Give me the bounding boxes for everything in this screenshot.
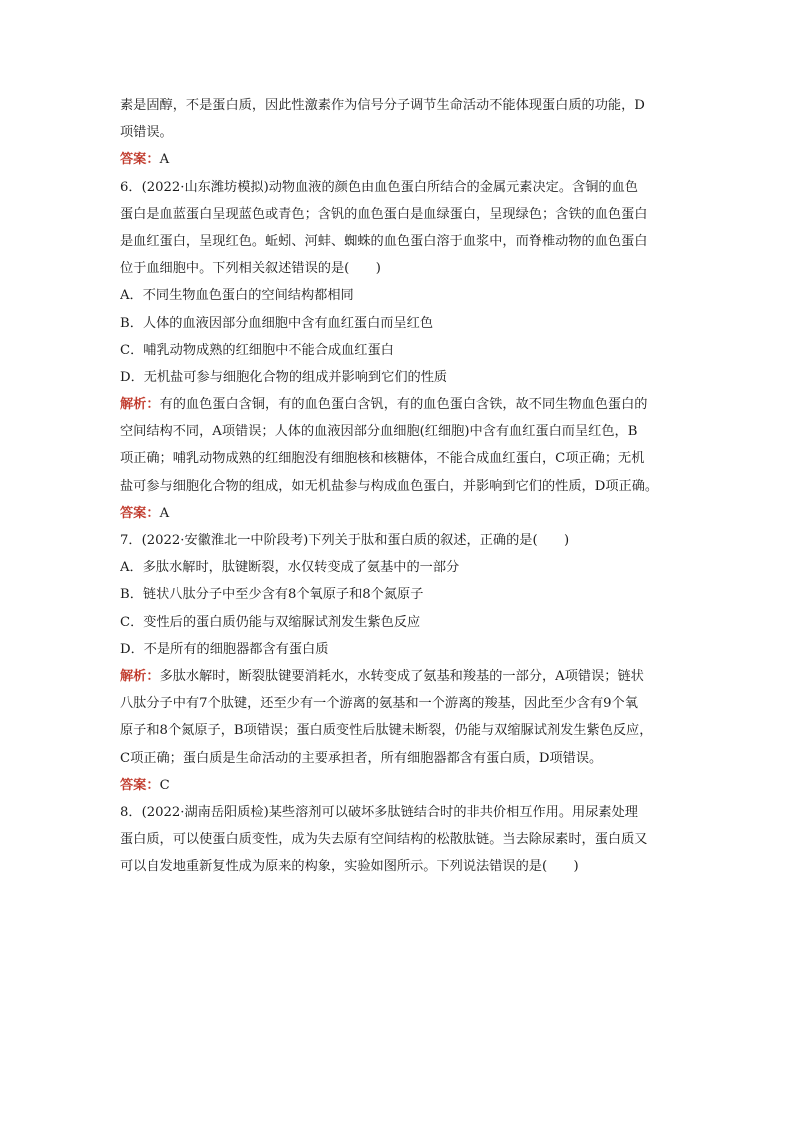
q7-option-b: B．链状八肽分子中至少含有8个氧原子和8个氮原子: [120, 587, 424, 603]
q6-option-d: D．无机盐可参与细胞化合物的组成并影响到它们的性质: [120, 369, 448, 385]
q7-answer: [120, 772, 680, 799]
analysis-label: 解析：: [120, 668, 160, 684]
q6-option-a: A．不同生物血色蛋白的空间结构都相同: [120, 288, 354, 304]
q6-answer: [120, 500, 680, 527]
q6-stem-line: 位于血细胞中。下列相关叙述错误的是( ): [120, 261, 381, 277]
q7-option-a: A．多肽水解时，肽键断裂，水仅转变成了氨基中的一部分: [120, 560, 460, 576]
q6-stem-line: 6．(2022·山东潍坊模拟)动物血液的颜色由血色蛋白所结合的金属元素决定。含铜的血色: [120, 179, 638, 195]
q7-analysis-line: 原子和8个氮原子，B项错误；蛋白质变性后肽键未断裂，仍能与双缩脲试剂发生紫色反应，: [120, 723, 653, 739]
analysis-text: 有的血色蛋白含铜，有的血色蛋白含钒，有的血色蛋白含铁，故不同生物血色蛋白的: [159, 397, 648, 413]
q6-option-c: C．哺乳动物成熟的红细胞中不能合成血红蛋白: [120, 342, 394, 358]
prev-answer: [120, 146, 680, 173]
prev-analysis-line: 项错误。: [120, 125, 173, 141]
q8-stem-line: 可以自发地重新复性成为原来的构象，实验如图所示。下列说法错误的是( ): [120, 859, 579, 875]
q6-stem-line: 是血红蛋白，呈现红色。蚯蚓、河蚌、蜘蛛的血色蛋白溶于血浆中，而脊椎动物的血色蛋白: [120, 233, 648, 249]
q6-analysis-line: [120, 391, 680, 418]
q7-analysis-line: 八肽分子中有7个肽键，还至少有一个游离的氨基和一个游离的羧基，因此至少含有9个氧: [120, 696, 638, 712]
answer-value: A: [159, 505, 170, 521]
q6-stem-line: 蛋白是血蓝蛋白呈现蓝色或青色；含钒的血色蛋白是血绿蛋白，呈现绿色；含铁的血色蛋白: [120, 206, 648, 222]
answer-value: A: [159, 152, 170, 168]
q8-stem-line: 8．(2022·湖南岳阳质检)某些溶剂可以破坏多肽链结合时的非共价相互作用。用尿素处理: [120, 804, 638, 820]
q6-option-b: B．人体的血液因部分血细胞中含有血红蛋白而呈红色: [120, 315, 434, 331]
analysis-text: 多肽水解时，断裂肽键要消耗水，水转变成了氨基和羧基的一部分，A项错误；链状: [159, 668, 644, 684]
q7-analysis-line: C项正确；蛋白质是生命活动的主要承担者，所有细胞器都含有蛋白质，D项错误。: [120, 750, 603, 766]
analysis-label: 解析：: [120, 397, 160, 413]
answer-label: 答案：: [120, 777, 160, 793]
q6-analysis-line: 空间结构不同，A项错误；人体的血液因部分血细胞(红细胞)中含有血红蛋白而呈红色，B: [120, 424, 638, 440]
q8-stem-line: 蛋白质，可以使蛋白质变性，成为失去原有空间结构的松散肽链。当去除尿素时，蛋白质又: [120, 832, 648, 848]
q6-analysis-line: 项正确；哺乳动物成熟的红细胞没有细胞核和核糖体，不能合成血红蛋白，C项正确；无机: [120, 451, 645, 467]
document-page: [120, 92, 680, 880]
q7-analysis-line: [120, 663, 680, 690]
q6-analysis-line: 盐可参与细胞化合物的组成，如无机盐参与构成血色蛋白，并影响到它们的性质，D项正确。: [120, 478, 659, 494]
prev-analysis-line: 素是固醇，不是蛋白质，因此性激素作为信号分子调节生命活动不能体现蛋白质的功能，D: [120, 98, 645, 113]
q7-option-c: C．变性后的蛋白质仍能与双缩脲试剂发生紫色反应: [120, 614, 421, 630]
answer-value: C: [159, 777, 170, 793]
q7-option-d: D．不是所有的细胞器都含有蛋白质: [120, 641, 329, 657]
answer-label: 答案：: [120, 152, 160, 168]
answer-label: 答案：: [120, 505, 160, 521]
q7-stem-line: 7．(2022·安徽淮北一中阶段考)下列关于肽和蛋白质的叙述，正确的是( ): [120, 533, 570, 548]
